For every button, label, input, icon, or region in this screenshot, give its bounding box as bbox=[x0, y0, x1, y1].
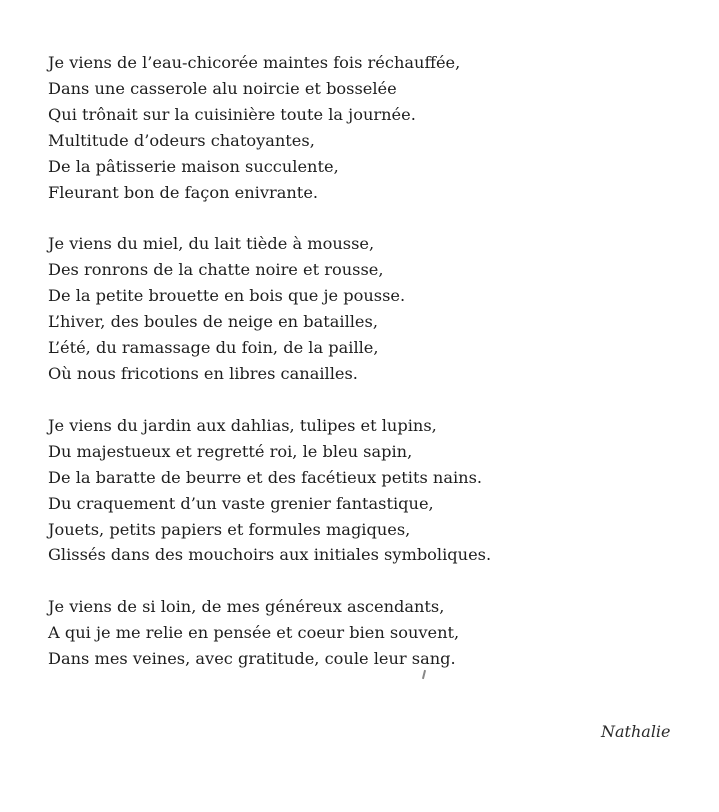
poem-line: L’été, du ramassage du foin, de la paille, bbox=[48, 338, 379, 358]
poem bbox=[48, 50, 491, 698]
poem-line: Multitude d’odeurs chatoyantes, bbox=[48, 130, 315, 150]
poem-line: De la baratte de beurre et des facétieux petits nains. bbox=[48, 467, 483, 487]
poem-line: Je viens de l’eau-chicorée maintes fois réchauffée, bbox=[48, 53, 461, 72]
poem-line: Fleurant bon de façon enivrante. bbox=[48, 182, 319, 202]
poem-line: Qui trônait sur la cuisinière toute la journée. bbox=[48, 104, 416, 124]
poem-line: Du majestueux et regretté roi, le bleu sapin, bbox=[48, 441, 413, 461]
poem-line: Dans une casserole alu noircie et bosselée bbox=[48, 78, 397, 98]
poem-line: Du craquement d’un vaste grenier fantastique, bbox=[48, 493, 434, 513]
poem-line: A qui je me relie en pensée et coeur bien souvent, bbox=[48, 623, 460, 643]
stanza-3 bbox=[48, 413, 491, 568]
poem-line: Je viens de si loin, de mes généreux ascendants, bbox=[48, 597, 445, 617]
stanza-1 bbox=[48, 50, 491, 205]
poem-line: Je viens du jardin aux dahlias, tulipes et lupins, bbox=[48, 415, 437, 435]
poem-line: Où nous fricotions en libres canailles. bbox=[48, 363, 358, 383]
poem-line: De la pâtisserie maison succulente, bbox=[48, 156, 339, 176]
stanza-4 bbox=[48, 594, 491, 672]
poem-line: L’hiver, des boules de neige en batailles, bbox=[48, 312, 378, 332]
poem-line: Des ronrons de la chatte noire et rousse, bbox=[48, 260, 384, 280]
poem-line: Glissés dans des mouchoirs aux initiales symboliques. bbox=[48, 545, 492, 565]
poem-line: De la petite brouette en bois que je pousse. bbox=[48, 286, 406, 306]
stanza-2 bbox=[48, 231, 491, 386]
poem-line: Je viens du miel, du lait tiède à mousse, bbox=[48, 234, 375, 254]
poem-line: Dans mes veines, avec gratitude, coule leur sang. bbox=[48, 649, 456, 669]
poem-line: Jouets, petits papiers et formules magiques, bbox=[48, 519, 411, 539]
author-signature: Nathalie bbox=[601, 722, 671, 741]
